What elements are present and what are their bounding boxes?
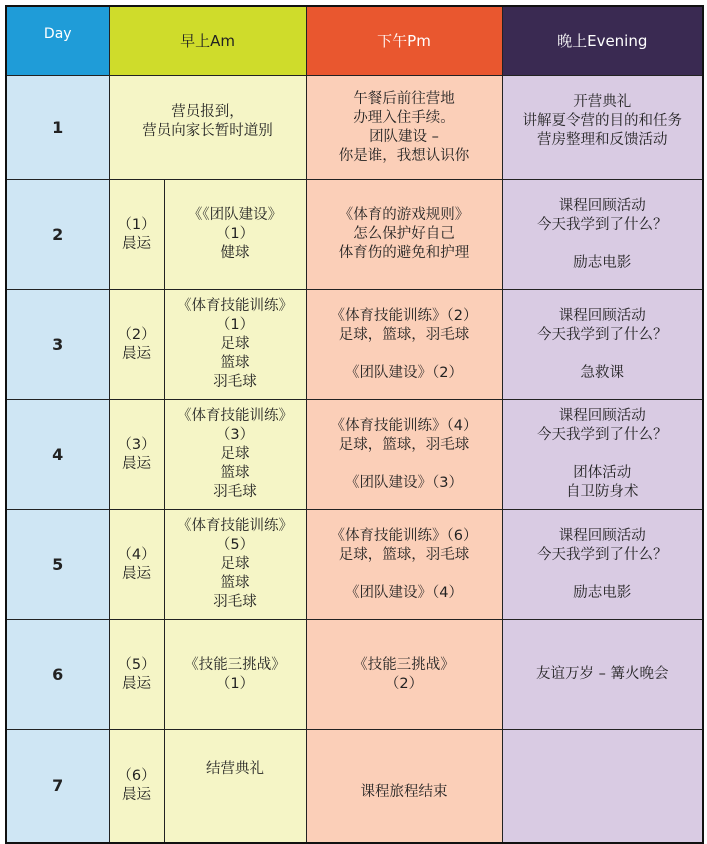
cell-line: 足球 bbox=[220, 336, 250, 352]
day-number: 2 bbox=[6, 180, 109, 290]
day-row-3 bbox=[6, 290, 703, 400]
cell-line: 《体育技能训练》 bbox=[177, 298, 293, 314]
cell-line: （5） bbox=[215, 537, 255, 553]
cell-line: 讲解夏令营的目的和任务 bbox=[522, 113, 682, 129]
cell-line: （1） bbox=[215, 675, 255, 692]
cell-line: 课程回顾活动 bbox=[558, 197, 646, 214]
cell-line: （1） bbox=[215, 226, 255, 242]
evening-activity-cell bbox=[502, 510, 703, 620]
cell-line: 急救课 bbox=[580, 364, 624, 381]
cell-line: （5） bbox=[117, 656, 156, 673]
cell-line: 羽毛球 bbox=[213, 374, 257, 390]
am-activity-cell bbox=[109, 76, 306, 180]
cell-line: 开营典礼 bbox=[573, 94, 632, 110]
cell-line: 怎么保护好自己 bbox=[353, 226, 455, 242]
cell-line: （3） bbox=[215, 427, 255, 443]
cell-line: 篮球 bbox=[220, 575, 250, 591]
day-number: 6 bbox=[6, 620, 109, 730]
morning-exercise-cell bbox=[109, 730, 164, 843]
evening-activity-cell bbox=[502, 180, 703, 290]
cell-line bbox=[503, 235, 703, 254]
cell-line: 《团队建设》（2） bbox=[345, 364, 463, 381]
cell-line: 晨运 bbox=[122, 455, 151, 472]
pm-activity-cell bbox=[306, 400, 502, 510]
cell-line: 足球，篮球，羽毛球 bbox=[338, 326, 470, 343]
cell-line: 团队建设 – bbox=[369, 128, 439, 145]
pm-activity-cell bbox=[306, 620, 502, 730]
cell-line: （6） bbox=[117, 767, 156, 784]
cell-line: 《体育技能训练》（6） bbox=[330, 527, 478, 544]
morning-exercise-cell bbox=[109, 400, 164, 510]
cell-line: 晨运 bbox=[122, 565, 151, 582]
day-row-7 bbox=[6, 730, 703, 843]
pm-activity-cell bbox=[306, 76, 502, 180]
header-am: 早上Am bbox=[109, 6, 306, 76]
cell-line: 《团队建设》（4） bbox=[345, 584, 463, 601]
cell-line: 自卫防身术 bbox=[566, 484, 639, 500]
header-pm: 下午Pm bbox=[306, 6, 502, 76]
cell-line: 励志电影 bbox=[573, 254, 632, 271]
camp-schedule-table bbox=[5, 5, 704, 844]
morning-exercise-cell bbox=[109, 510, 164, 620]
cell-line: 今天我学到了什么？ bbox=[537, 216, 668, 233]
cell-line bbox=[307, 455, 502, 474]
cell-line: 《体育的游戏规则》 bbox=[338, 207, 470, 223]
pm-activity-cell bbox=[306, 510, 502, 620]
cell-line: 篮球 bbox=[220, 355, 250, 371]
evening-activity-cell bbox=[502, 76, 703, 180]
cell-line: 《体育技能训练》（2） bbox=[330, 307, 478, 324]
cell-line: （1） bbox=[215, 317, 255, 333]
day-number: 1 bbox=[6, 76, 109, 180]
am-activity-cell bbox=[164, 510, 306, 620]
cell-line: 晨运 bbox=[122, 786, 151, 803]
pm-activity-cell bbox=[306, 180, 502, 290]
cell-line: 今天我学到了什么？ bbox=[537, 427, 668, 443]
day-number: 7 bbox=[6, 730, 109, 843]
cell-line: 《体育技能训练》（4） bbox=[330, 417, 478, 434]
day-number: 5 bbox=[6, 510, 109, 620]
cell-line: 篮球 bbox=[220, 465, 250, 481]
cell-line bbox=[307, 565, 502, 584]
evening-activity-cell bbox=[502, 400, 703, 510]
header-evening: 晚上Evening bbox=[502, 6, 703, 76]
cell-line: （4） bbox=[117, 546, 156, 563]
cell-line bbox=[503, 345, 703, 364]
cell-line: 足球，篮球，羽毛球 bbox=[338, 436, 470, 453]
pm-activity-cell bbox=[306, 290, 502, 400]
cell-line: 足球 bbox=[220, 556, 250, 572]
cell-line bbox=[503, 565, 703, 584]
cell-line: 今天我学到了什么？ bbox=[537, 546, 668, 563]
cell-line: 羽毛球 bbox=[213, 594, 257, 610]
cell-line: 《技能三挑战》 bbox=[184, 656, 286, 673]
cell-line: 营员报到， bbox=[171, 103, 244, 120]
day-number: 4 bbox=[6, 400, 109, 510]
cell-line: 《技能三挑战》 bbox=[353, 656, 455, 673]
day-row-6 bbox=[6, 620, 703, 730]
cell-line bbox=[307, 345, 502, 364]
morning-exercise-cell bbox=[109, 180, 164, 290]
cell-line: 《团队建设》（3） bbox=[345, 474, 463, 491]
cell-line: 健球 bbox=[220, 245, 250, 261]
cell-line: 课程旅程结束 bbox=[360, 784, 448, 801]
cell-line: （2） bbox=[117, 326, 156, 343]
cell-line: 课程回顾活动 bbox=[558, 527, 646, 544]
evening-activity-cell bbox=[502, 730, 703, 843]
am-activity-cell bbox=[164, 620, 306, 730]
cell-line: 团体活动 bbox=[573, 465, 632, 481]
cell-line: 午餐后前往营地 bbox=[353, 90, 455, 107]
cell-line: 课程回顾活动 bbox=[558, 408, 646, 424]
cell-line: 足球 bbox=[220, 446, 250, 462]
evening-activity-cell bbox=[502, 290, 703, 400]
cell-line: 办理入住手续。 bbox=[353, 109, 455, 126]
cell-line: 《体育技能训练》 bbox=[177, 408, 293, 424]
day-row-4 bbox=[6, 400, 703, 510]
am-activity-cell bbox=[164, 730, 306, 843]
day-row-5 bbox=[6, 510, 703, 620]
cell-line: （1） bbox=[117, 216, 156, 233]
am-activity-cell bbox=[164, 180, 306, 290]
cell-line: 励志电影 bbox=[573, 584, 632, 601]
morning-exercise-cell bbox=[109, 620, 164, 730]
header-row bbox=[6, 6, 703, 76]
schedule-container bbox=[5, 5, 702, 822]
cell-line: 营员向家长暂时道别 bbox=[142, 122, 273, 139]
cell-line: （2） bbox=[384, 675, 424, 692]
am-activity-cell bbox=[164, 290, 306, 400]
pm-activity-cell bbox=[306, 730, 502, 843]
day-row-1 bbox=[6, 76, 703, 180]
header-day: Day bbox=[6, 6, 109, 76]
morning-exercise-cell bbox=[109, 290, 164, 400]
cell-line: 足球，篮球，羽毛球 bbox=[338, 546, 470, 563]
cell-line: 《《团队建设》 bbox=[187, 207, 283, 223]
cell-line: 友谊万岁 – 篝火晚会 bbox=[536, 666, 669, 682]
cell-line: 你是谁，我想认识你 bbox=[338, 147, 470, 164]
cell-line: 课程回顾活动 bbox=[558, 307, 646, 324]
day-row-2 bbox=[6, 180, 703, 290]
cell-line: 体育伤的避免和护理 bbox=[338, 245, 470, 261]
cell-line: 今天我学到了什么？ bbox=[537, 326, 668, 343]
cell-line: 晨运 bbox=[122, 345, 151, 362]
cell-line bbox=[503, 445, 703, 464]
cell-line: 晨运 bbox=[122, 235, 151, 252]
cell-line: 结营典礼 bbox=[206, 761, 264, 777]
cell-line: 《体育技能训练》 bbox=[177, 518, 293, 534]
am-activity-cell bbox=[164, 400, 306, 510]
cell-line: （3） bbox=[117, 436, 156, 453]
cell-line: 晨运 bbox=[122, 675, 151, 692]
day-number: 3 bbox=[6, 290, 109, 400]
cell-line: 营房整理和反馈活动 bbox=[537, 132, 668, 148]
cell-line: 羽毛球 bbox=[213, 484, 257, 500]
evening-activity-cell bbox=[502, 620, 703, 730]
